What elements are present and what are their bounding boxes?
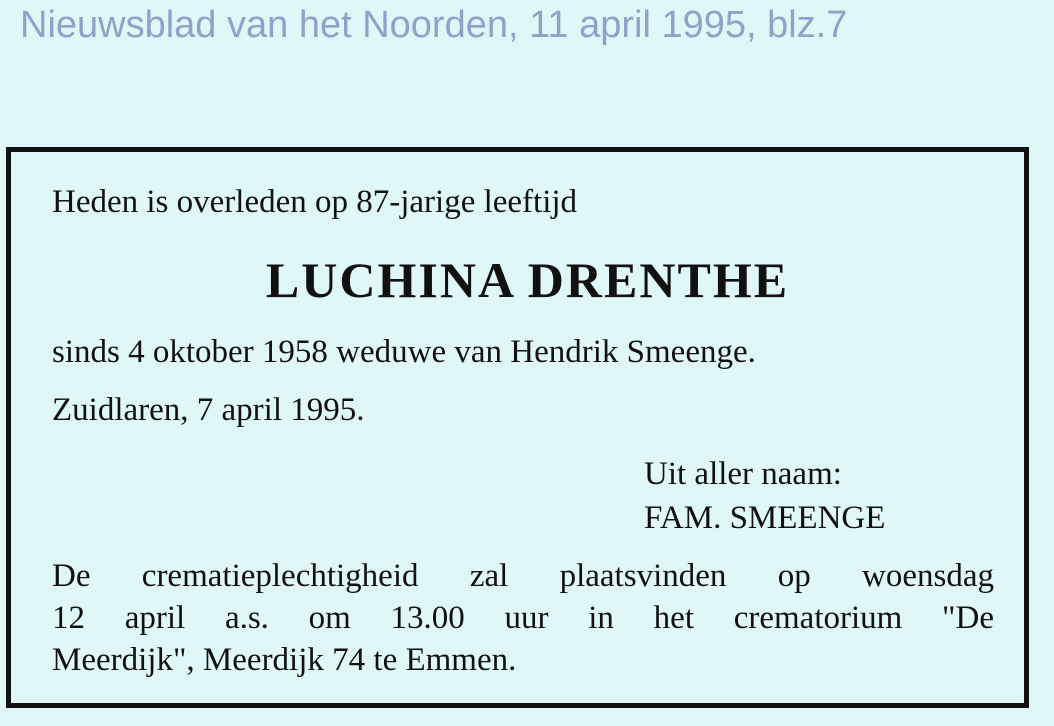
- ceremony-paragraph: [52, 555, 994, 681]
- death-notice: [6, 147, 1029, 708]
- source-caption: Nieuwsblad van het Noorden, 11 april 1995, blz.7: [20, 4, 848, 46]
- ceremony-line-2: 12 april a.s. om 13.00 uur in het crematorium "De: [52, 600, 994, 636]
- notice-intro: Heden is overleden op 87-jarige leeftijd: [52, 184, 578, 220]
- signature-block: [644, 452, 885, 540]
- widow-line: sinds 4 oktober 1958 weduwe van Hendrik Smeenge.: [52, 334, 756, 370]
- signature-family: FAM. SMEENGE: [644, 500, 886, 536]
- ceremony-line-3: Meerdijk", Meerdijk 74 te Emmen.: [52, 642, 517, 678]
- place-date: Zuidlaren, 7 april 1995.: [52, 392, 365, 428]
- deceased-name: LUCHINA DRENTHE: [265, 252, 790, 308]
- signature-line-1: Uit aller naam:: [644, 456, 842, 492]
- ceremony-line-1: De crematieplechtigheid zal plaatsvinden op woensdag: [52, 558, 994, 594]
